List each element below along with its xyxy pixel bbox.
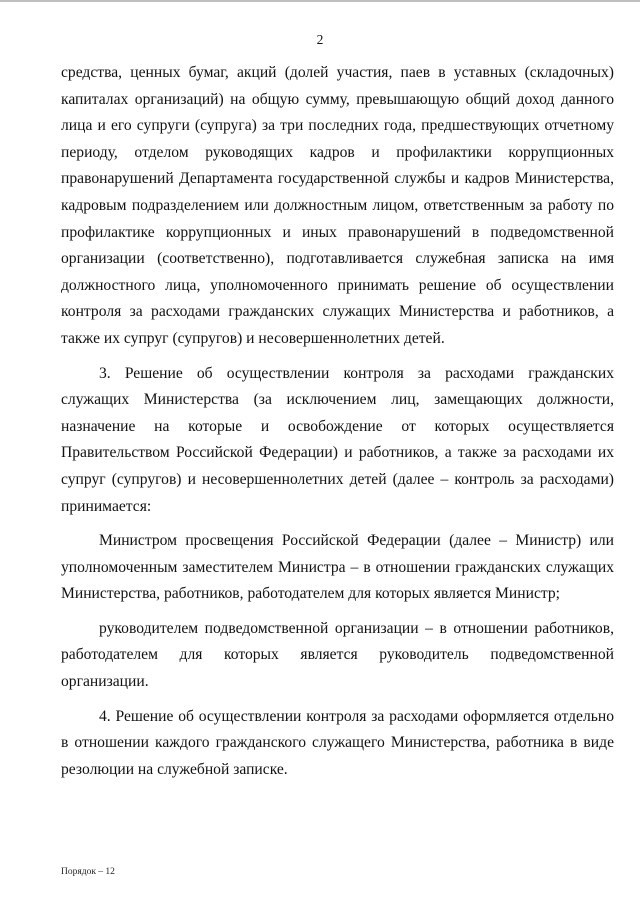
paragraph-item-4: 4. Решение об осуществлении контроля за расходами оформляется отдельно в отношении каждого гражданского служащего Министерства, работника в виде резолюции на служебной записке. xyxy=(61,707,614,778)
paragraph-item-3: 3. Решение об осуществлении контроля за расходами гражданских служащих Министерства (за исключением лиц, замещающих должности, назначение на которые и освобождение от которых осуществляется Правительством Российской Федерации) и работников, а также за расходами их супруг (супругов) и несовершеннолетних детей (далее – контроль за расходами) принимается: xyxy=(61,364,614,515)
paragraph-organization-head: руководителем подведомственной организации – в отношении работников, работодателем для которых является руководитель подведомственной организации. xyxy=(61,619,614,691)
page-number: 2 xyxy=(316,32,324,47)
document-body xyxy=(61,60,614,783)
footer-label: Порядок – 12 xyxy=(61,867,115,877)
paragraph-minister: Министром просвещения Российской Федерации (далее – Министр) или уполномоченным заместителем Министра – в отношении гражданских служащих Министерства, работников, работодателем для которых является Министр; xyxy=(61,532,614,603)
page-top-edge xyxy=(0,0,640,2)
paragraph-continuation: средства, ценных бумаг, акций (долей участия, паев в уставных (складочных) капиталах организаций) на общую сумму, превышающую общий доход данного лица и его супруги (супруга) за три последних года, предшествующих отчетному периоду, отделом руководящих кадров и профилактики коррупционных правонарушений Департамента государственной службы и кадров Министерства, кадровым подразделением или должностным лицом, ответственным за работу по профилактике коррупционных и иных правонарушений в подведомственной организации (соответственно), подготавливается служебная записка на имя должностного лица, уполномоченного принимать решение об осуществлении контроля за расходами гражданских служащих Министерства и работников, а также их супруг (супругов) и несовершеннолетних детей. xyxy=(61,64,614,347)
